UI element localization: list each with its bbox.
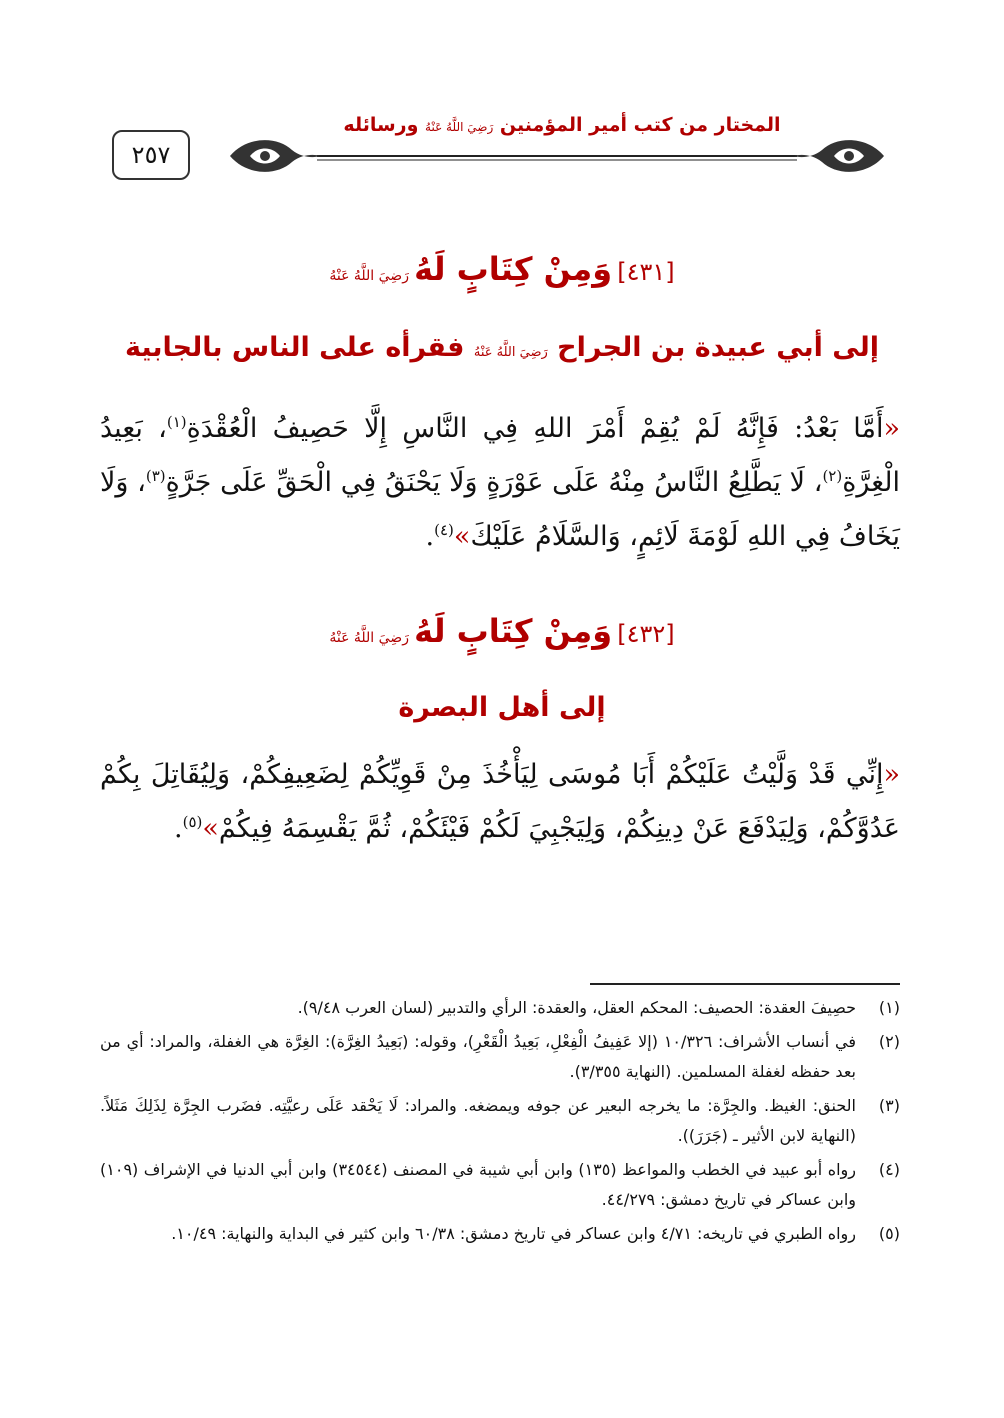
section-title: وَمِنْ كِتَابٍ لَهُ: [414, 612, 613, 650]
section-subheading-432: إلى أهل البصرة: [398, 692, 606, 723]
footnote-number: (١): [878, 998, 900, 1017]
section-honorific: رَضِيَ اللَّهُ عَنْهُ: [329, 268, 409, 284]
footnote-item: [100, 1155, 900, 1215]
letter-text-432: [100, 748, 900, 856]
running-header: [112, 110, 892, 200]
footnote-divider: [590, 983, 900, 985]
section-number: [٤٣٢]: [617, 620, 675, 648]
close-quote: »: [202, 813, 219, 844]
footnote-text: في أنساب الأشراف: ١٠/٣٢٦ (إلا عَفِيفُ الْفِعْلِ، بَعِيدُ الْقَعْرِ)، وقوله: (بَعِيدُ الغِرَّة): الغِرَّة هي الغفلة، والمراد: أي من بعد حفظه لغفلة المسلمين. (النهاية ٣/٣٥٥).: [100, 1032, 857, 1081]
footnote-number: (٣): [878, 1096, 900, 1115]
footnotes: [100, 993, 900, 1253]
letter-text-431: [100, 402, 900, 564]
header-ornament-icon: [222, 130, 892, 182]
footnote-text: رواه الطبري في تاريخه: ٤/٧١ وابن عساكر في تاريخ دمشق: ٦٠/٣٨ وابن كثير في البداية والنهاية: ١٠/٤٩.: [171, 1224, 856, 1243]
section-number: [٤٣١]: [617, 258, 675, 286]
open-quote: «: [883, 759, 900, 790]
letter-text-part: ، وَلَا يَخَافُ فِي اللهِ لَوْمَةَ لَائِمٍ، وَالسَّلَامُ عَلَيْكَ: [100, 467, 900, 552]
footnote-number: (٤): [878, 1160, 900, 1179]
footnote-ref: (٢): [822, 467, 843, 485]
footnote-number: (٢): [878, 1032, 900, 1051]
footnote-ref: (١): [166, 413, 187, 431]
header-title-tail: ورسائله: [343, 114, 419, 136]
letter-text-part: أَمَّا بَعْدُ: فَإِنَّهُ لَمْ يُقِمْ أَمْرَ اللهِ فِي النَّاسِ إِلَّا حَصِيفُ الْعُقْدَةِ: [186, 413, 884, 444]
running-header-title: [302, 114, 822, 136]
close-quote: »: [453, 521, 471, 552]
footnote-number: (٥): [878, 1224, 900, 1243]
header-title-main: المختار من كتب أمير المؤمنين: [499, 114, 781, 136]
footnote-text: الحنق: الغيظ. والجِرَّة: ما يخرجه البعير عن جوفه ويمضغه. والمراد: لَا يَحْقد عَلَى رعيَّتِه. فضَرب الجِرَّة لِذَلِكَ مَثَلاً. (النهاية لابن الأثير ـ (جَرَرَ)).: [100, 1096, 856, 1145]
end-mark: .: [425, 521, 435, 552]
page-number: ٢٥٧: [112, 130, 190, 180]
letter-text-part: ، لَا يَطَّلِعُ النَّاسُ مِنْهُ عَلَى عَوْرَةٍ وَلَا يَحْنَقُ فِي الْحَقِّ عَلَى جَرَّةٍ: [165, 467, 823, 498]
footnote-ref: (٤): [434, 521, 454, 539]
letter-text-part: ، بَعِيدُ الْغِرَّةِ: [100, 413, 901, 498]
footnote-item: [100, 1091, 900, 1151]
footnote-item: [100, 1219, 900, 1249]
footnote-ref: (٣): [145, 467, 166, 485]
end-mark: .: [174, 813, 183, 844]
footnote-text: حصِيفَ العقدة: الحصيف: المحكم العقل، والعقدة: الرأي والتدبير (لسان العرب ٩/٤٨).: [297, 998, 856, 1017]
letter-text-part: إِنِّي قَدْ وَلَّيْتُ عَلَيْكُمْ أَبَا مُوسَى لِيَأْخُذَ مِنْ قَوِيِّكُمْ لِضَعِيفِكُمْ، وَلِيُقَاتِلَ بِكُمْ عَدُوَّكُمْ، وَلِيَدْفَعَ عَنْ دِينِكُمْ، وَلِيَجْبِيَ لَكُمْ فَيْئَكُمْ، ثُمَّ يَقْسِمَهُ فِيكُمْ: [100, 759, 900, 844]
section-heading-432: [100, 612, 904, 650]
open-quote: «: [883, 413, 900, 444]
header-honorific: رَضِيَ اللَّهُ عَنْهُ: [425, 120, 494, 134]
footnote-item: [100, 1027, 900, 1087]
section-heading-431: [100, 250, 904, 288]
footnote-text: رواه أبو عبيد في الخطب والمواعظ (١٣٥) وابن أبي شيبة في المصنف (٣٤٥٤٤) وابن أبي الدنيا في الإشراف (١٠٩) وابن عساكر في تاريخ دمشق: ٤٤/٢٧٩.: [100, 1160, 857, 1209]
footnote-ref: (٥): [182, 813, 203, 831]
section-subheading-431: [100, 332, 904, 363]
section-honorific: رَضِيَ اللَّهُ عَنْهُ: [329, 630, 409, 646]
subheading-part-b: فقرأه على الناس بالجابية: [124, 332, 465, 363]
subheading-part-a: إلى أبي عبيدة بن الجراح: [557, 332, 880, 363]
section-title: وَمِنْ كِتَابٍ لَهُ: [414, 250, 613, 288]
footnote-item: [100, 993, 900, 1023]
subheading-honorific: رَضِيَ اللَّهُ عَنْهُ: [473, 345, 548, 360]
